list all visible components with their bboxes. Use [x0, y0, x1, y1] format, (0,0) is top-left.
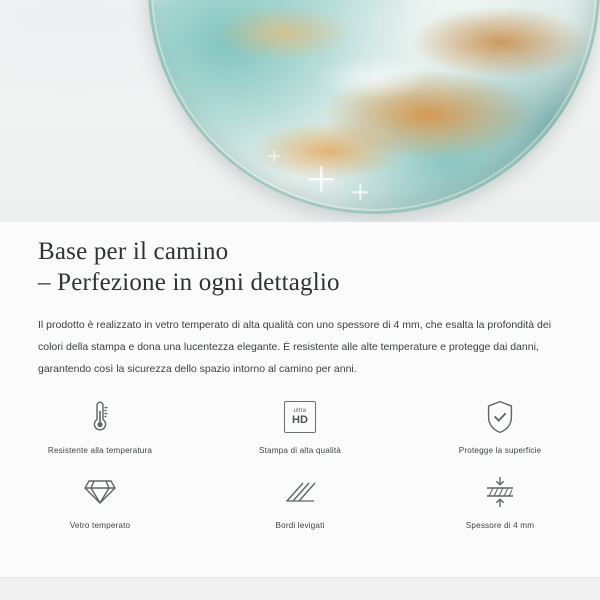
feature-item-polished-edges [200, 469, 400, 530]
headline-line-1: Base per il camino [38, 238, 229, 265]
feature-grid [0, 394, 600, 530]
feature-label: Stampa di alta qualità [258, 446, 342, 455]
feature-item-print-quality [200, 394, 400, 455]
feature-item-tempered-glass [0, 469, 200, 530]
feature-label: Bordi levigati [275, 521, 325, 530]
feature-label: Vetro temperato [69, 521, 131, 530]
shield-check-icon [484, 394, 516, 440]
footer-strip [0, 577, 600, 600]
content-block [0, 222, 600, 380]
ultra-hd-icon [284, 394, 316, 440]
thickness-arrows-icon [483, 469, 517, 515]
polished-edges-icon [283, 469, 317, 515]
feature-label: Resistente alla temperatura [47, 446, 153, 455]
diamond-icon [83, 469, 117, 515]
ultra-hd-bottom-text: HD [292, 414, 308, 426]
description-paragraph: Il prodotto è realizzato in vetro temperato di alta qualità con uno spessore di 4 mm, che esalta la profondità dei colori della stampa e dona una lucentezza elegante. È resistente alle alte temperature e protegge dai danni, garantendo così la sicurezza dello spazio intorno al camino per anni. [38, 319, 552, 375]
headline-line-2: – Perfezione in ogni dettaglio [38, 269, 340, 296]
feature-item-temperature [0, 394, 200, 455]
feature-item-surface-protection [400, 394, 600, 455]
hero-image [0, 0, 600, 222]
thermometer-icon [88, 394, 112, 440]
feature-label: Spessore di 4 mm [465, 521, 535, 530]
ultra-hd-top-text: ultra [293, 408, 307, 414]
round-glass-panel [148, 0, 600, 214]
feature-label: Protegge la superficie [458, 446, 542, 455]
page-title [0, 222, 600, 298]
feature-item-thickness [400, 469, 600, 530]
